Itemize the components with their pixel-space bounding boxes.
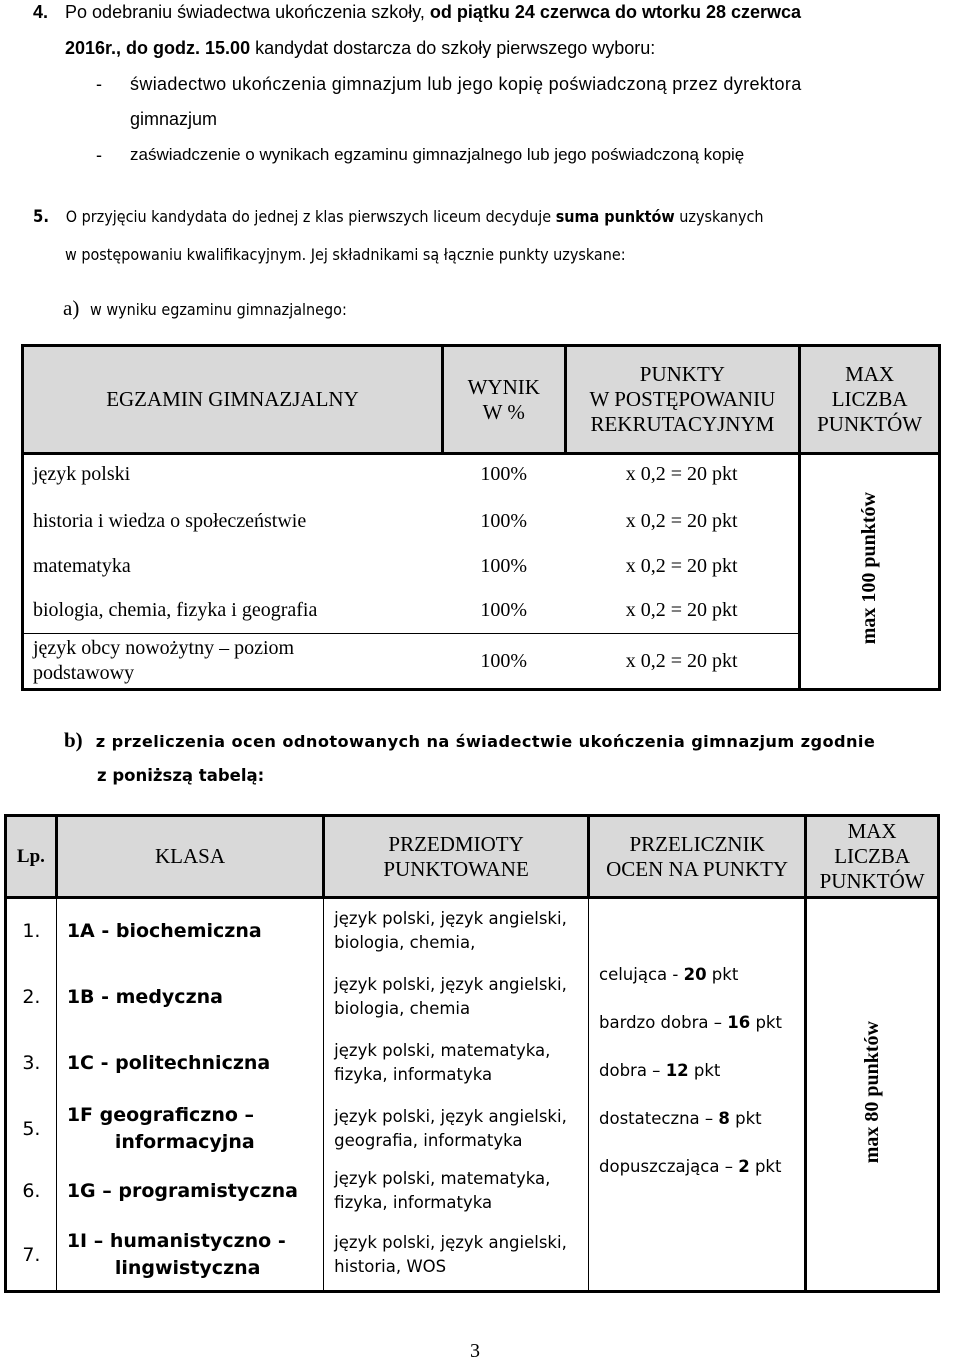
paragraph-text: uzyskanych [674,207,764,226]
colon: : [341,300,347,319]
lp-cell: 5. [6,1096,57,1162]
subpoint-letter: a) [63,296,80,320]
list-item-continuation: gimnazjum [130,109,218,129]
table-row [23,454,940,499]
result-cell: 100% [480,463,528,485]
grade-row [599,1095,803,1143]
header-line: PUNKTÓW [819,869,925,893]
grade-name: dostateczna – [599,1109,719,1128]
header-points [565,346,800,454]
header-line: PUNKTÓW [817,412,923,436]
emphasis-text: suma punktów [555,207,675,226]
header-line: REKRUTACYJNYM [590,412,775,436]
header-line: PUNKTY [639,362,725,386]
class-cell [56,964,323,1030]
max-points-label: max 80 punktów [860,1020,883,1164]
result-cell: 100% [480,554,528,577]
table-row [6,898,939,964]
class-name: 1I – humanistyczno - [66,1229,286,1252]
lp-cell: 3. [6,1030,57,1096]
points-cell: x 0,2 = 20 pkt [625,463,738,485]
paragraph-text: O przyjęciu kandydata do jednej z klas pierwszych liceum decyduje [65,207,556,226]
subjects-line: język polski, matematyka, [334,1040,551,1060]
grade-points: 12 [665,1061,689,1080]
subpoint-a [63,296,347,321]
subjects-line: biologia, chemia, [334,933,476,953]
subjects-line: fizyka, informatyka [334,1192,493,1212]
list-dash: - [96,145,102,165]
header-line: PUNKTOWANE [383,856,529,881]
class-name: 1F geograficzno – [66,1103,255,1126]
grade-unit: pkt [729,1109,762,1128]
grade-row [599,1047,803,1095]
lp-cell: 2. [6,964,57,1030]
subpoint-b [64,728,875,753]
header-line: WYNIK [467,374,540,399]
subject-cell: język polski [23,454,443,499]
class-name-continuation: lingwistyczna [114,1256,261,1279]
subjects-line: biologia, chemia [334,998,471,1018]
header-max [806,816,939,898]
section-5-line2: w postępowaniu kwalifikacyjnym. Jej składnikami są łącznie punkty uzyskane: [65,245,626,264]
exam-points-table [21,344,941,691]
list-item: świadectwo ukończenia gimnazjum lub jego kopię poświadczoną przez dyrektora [130,74,802,94]
header-result [442,346,565,454]
section-number: 5. [33,207,49,226]
points-cell: x 0,2 = 20 pkt [625,599,738,622]
subject-line: podstawowy [33,662,135,684]
class-name: 1A - biochemiczna [66,920,262,943]
header-max [800,346,940,454]
grade-points: 16 [727,1013,751,1032]
header-line: MAX [845,362,895,386]
subpoint-letter: b) [64,728,83,752]
subjects-line: historia, WOS [334,1256,447,1276]
table-header-row [6,816,939,898]
points-cell: x 0,2 = 20 pkt [565,634,800,690]
max-cell [806,898,939,1292]
subject-cell: matematyka [23,544,443,589]
grade-name: dobra – [599,1061,666,1080]
lp-cell: 1. [6,898,57,964]
header-line: W % [482,399,525,424]
grade-name: bardzo dobra – [599,1013,728,1032]
subjects-cell [324,1096,589,1162]
header-line: LICZBA [834,844,911,868]
page-number: 3 [470,1340,480,1362]
grade-unit: pkt [749,1157,782,1176]
subject-cell: biologia, chemia, fizyka i geografia [23,589,443,634]
result-cell: 100% [480,509,528,532]
class-cell [56,1162,323,1220]
max-points-label: max 100 punktów [858,492,881,645]
class-name: 1G – programistyczna [66,1179,298,1202]
header-subjects [324,816,589,898]
subjects-cell [324,1162,589,1220]
grade-row [599,999,803,1047]
deadline: 2016r., do godz. 15.00 [65,38,251,58]
grade-points: 2 [738,1157,750,1176]
lp-cell: 6. [6,1162,57,1220]
header-line: MAX [847,819,897,843]
class-cell [56,1030,323,1096]
subjects-line: język polski, język angielski, [334,974,567,994]
points-cell: x 0,2 = 20 pkt [625,509,738,532]
subpoint-text: w wyniku egzaminu gimnazjalnego [90,300,342,319]
subpoint-text: z przeliczenia ocen odnotowanych na świadectwie ukończenia gimnazjum zgodnie [95,732,876,751]
table-header-row [23,346,940,454]
class-name: 1C - politechniczna [66,1051,271,1074]
subject-cell: historia i wiedza o społeczeństwie [23,499,443,544]
grades-cell [589,898,806,1292]
points-cell: x 0,2 = 20 pkt [625,554,738,577]
grade-unit: pkt [688,1061,721,1080]
lp-cell: 7. [6,1220,57,1292]
list-dash: - [96,74,102,94]
result-cell: 100% [480,599,528,622]
header-line: OCEN NA PUNKTY [606,856,789,881]
subpoint-text-continuation: z poniższą tabelą: [97,766,265,785]
result-cell: 100% [442,634,565,690]
grades-points-table [4,814,940,1293]
subjects-line: fizyka, informatyka [334,1064,493,1084]
paragraph-text: Po odebraniu świadectwa ukończenia szkoły, [65,2,430,22]
list-item: zaświadczenie o wynikach egzaminu gimnazjalnego lub jego poświadczoną kopię [130,145,745,164]
class-cell [56,1096,323,1162]
subjects-line: geografia, informatyka [334,1130,523,1150]
subjects-line: język polski, język angielski, [334,909,567,929]
subjects-cell [324,898,589,964]
class-cell [56,1220,323,1292]
header-line: PRZELICZNIK [629,831,765,856]
header-class: KLASA [56,816,323,898]
class-cell [56,898,323,964]
section-5-line1 [33,207,764,226]
subject-cell [23,634,443,690]
subjects-cell [324,1220,589,1292]
paragraph-text: kandydat dostarcza do szkoły pierwszego wyboru: [250,38,656,58]
grade-name: dopuszczająca – [599,1157,739,1176]
grade-row [599,951,803,999]
max-cell [800,454,940,690]
grade-unit: pkt [706,965,739,984]
subjects-line: język polski, język angielski, [334,1232,567,1252]
header-line: W POSTĘPOWANIU [589,387,776,411]
section-number: 4. [33,2,49,22]
header-line: PRZEDMIOTY [388,831,524,856]
header-converter [589,816,806,898]
subject-line: język obcy nowożytny – poziom [33,637,295,659]
subjects-line: język polski, język angielski, [334,1106,567,1126]
grade-points: 20 [683,965,707,984]
header-line: LICZBA [831,387,908,411]
class-name-continuation: informacyjna [114,1130,255,1153]
grade-name: celująca - [599,965,684,984]
grade-row [599,1143,803,1191]
grade-points: 8 [718,1109,730,1128]
header-exam: EGZAMIN GIMNAZJALNY [23,346,443,454]
subjects-line: język polski, matematyka, [334,1168,551,1188]
subjects-cell [324,1030,589,1096]
subjects-cell [324,964,589,1030]
date-range: od piątku 24 czerwca do wtorku 28 czerwca [429,2,802,22]
header-lp: Lp. [6,816,57,898]
class-name: 1B - medyczna [66,985,223,1008]
grade-unit: pkt [750,1013,782,1032]
